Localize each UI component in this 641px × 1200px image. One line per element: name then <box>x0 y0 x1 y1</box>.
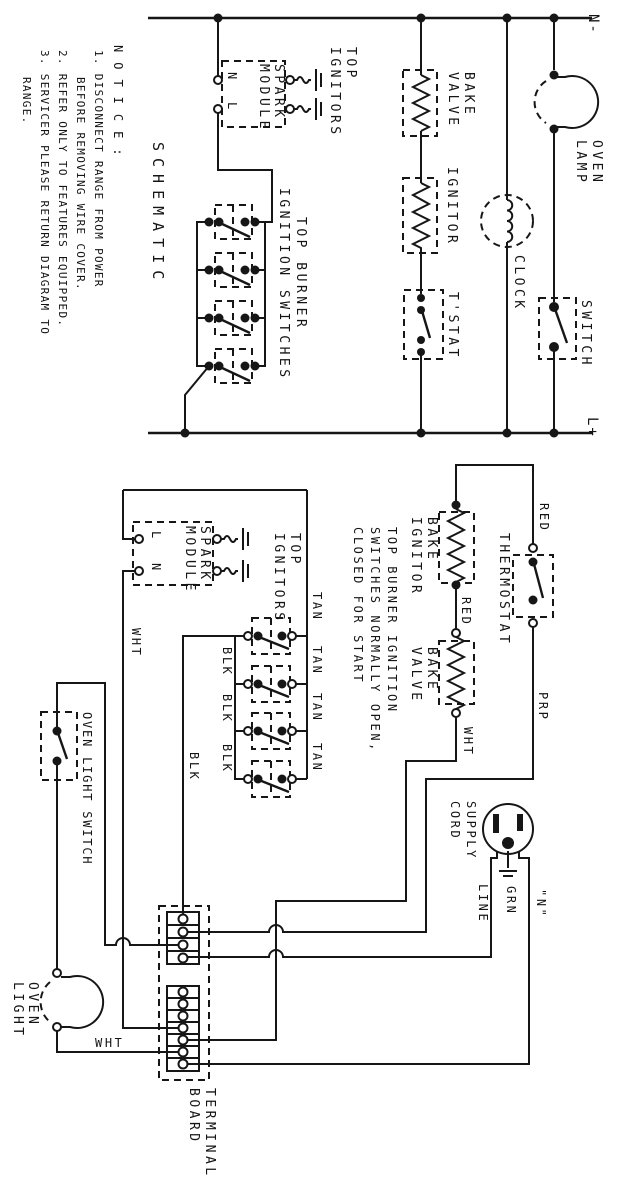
oven-lamp-label-2: LAMP <box>573 140 588 186</box>
bake-valve-box <box>403 70 437 136</box>
supply-cord-label-1: SUPPLY <box>464 801 478 860</box>
rail-junction <box>550 429 559 438</box>
right-bus <box>255 222 265 366</box>
schematic-bake-branch <box>403 22 443 429</box>
note-line-2: SWITCHES NORMALLY OPEN, <box>368 527 382 753</box>
top-ignitors-label-1: TOP <box>343 47 358 81</box>
wire-red-link <box>456 465 533 544</box>
switch-row <box>205 253 260 287</box>
switch-row <box>205 301 260 335</box>
top-ignitors-label-2: IGNITORS <box>327 47 342 138</box>
rail-junction <box>417 14 426 23</box>
tstat-blade <box>422 311 430 338</box>
oven-light-switch-blade <box>58 733 67 759</box>
wire-to-line-rail <box>185 366 209 429</box>
schematic-section <box>20 14 604 438</box>
bake-ignitor-element <box>448 509 464 582</box>
red-wire-label-1: RED <box>537 503 551 533</box>
wiring-oven-light-circuit <box>41 683 178 1052</box>
burner-switches-label-1: TOP BURNER <box>293 217 308 331</box>
top-ignitors-label-1: TOP <box>287 533 302 567</box>
plug-prong-right <box>517 814 523 831</box>
switch-row <box>244 666 296 702</box>
oven-light-label-2: LIGHT <box>10 982 25 1039</box>
burner-switches-label-2: IGNITION SWITCHES <box>276 188 291 381</box>
rail-junction <box>550 14 559 23</box>
blk-feed-label: BLK <box>187 752 201 782</box>
wiring-bake-string <box>439 465 553 717</box>
blk-wire-label-3: BLK <box>220 744 234 774</box>
neutral-rail-label: N- <box>585 14 601 35</box>
supply-cord-label-2: CORD <box>448 801 462 841</box>
prp-wire-label: PRP <box>536 692 550 722</box>
terminal-board-label-2: BOARD <box>186 1088 201 1145</box>
terminal-board-label-1: TERMINAL <box>202 1088 217 1179</box>
note-line-3: CLOSED FOR START <box>351 527 365 685</box>
thermostat-label: THERMOSTAT <box>496 533 511 647</box>
terminal-l-label: L <box>225 102 239 112</box>
tan-wire-label-4: TAN <box>310 743 324 773</box>
terminal-l-label: L <box>149 531 163 541</box>
bake-valve-label-2: VALVE <box>445 72 460 129</box>
left-bus <box>235 636 244 779</box>
terminal-l <box>214 105 222 113</box>
terminal-n <box>135 567 143 575</box>
notice-heading: NOTICE: <box>111 45 125 166</box>
clock-label: CLOCK <box>511 255 526 312</box>
tan-wire-label-1: TAN <box>310 592 324 622</box>
tan-wire-label-2: TAN <box>310 646 324 676</box>
rail-junction <box>503 429 512 438</box>
switch-row <box>244 713 296 749</box>
bake-valve-label-2: VALVE <box>408 647 423 704</box>
bake-valve-box <box>439 641 474 704</box>
ground-symbol <box>499 871 517 876</box>
ignitor-label: IGNITOR <box>444 167 459 247</box>
terminal-n-label: N <box>149 563 163 573</box>
bake-valve-element <box>413 75 429 131</box>
bake-valve-element <box>448 637 464 709</box>
terminal-n <box>214 76 222 84</box>
schematic-title: SCHEMATIC <box>149 142 167 287</box>
bake-ignitor-box <box>439 512 474 583</box>
wht-wire-label: WHT <box>129 628 143 658</box>
note-line-1: TOP BURNER IGNITION <box>385 527 399 714</box>
wht-valve-label: WHT <box>461 727 475 757</box>
switch-blade <box>555 309 567 343</box>
switch-row <box>205 205 260 239</box>
oven-lamp-label-1: OVEN <box>589 140 604 186</box>
rail-junction <box>417 429 426 438</box>
notice-line-5: RANGE. <box>20 77 33 125</box>
tstat-label: T'STAT <box>445 292 460 360</box>
plug-ground-prong <box>502 837 514 849</box>
switch-label: SWITCH <box>578 300 593 368</box>
oven-lamp-loop <box>554 76 598 128</box>
ignitor-element <box>413 183 429 250</box>
spark-module-label-2: MODULE <box>182 526 197 594</box>
wiring-section <box>10 465 553 1179</box>
clock-coil <box>507 200 512 242</box>
red-wire-label-2: RED <box>459 597 473 627</box>
spark-module-label-1: SPARK <box>197 526 212 583</box>
tan-wire-label-3: TAN <box>310 693 324 723</box>
wht-lamp-label: WHT <box>95 1036 125 1050</box>
notice-line-4: 3. SERVICER PLEASE RETURN DIAGRAM TO <box>38 50 51 336</box>
thermostat-blade <box>534 564 543 598</box>
bake-valve-label-1: BAKE <box>461 72 476 118</box>
oven-lamp-dashed <box>535 81 546 123</box>
oven-light-switch-box <box>41 712 77 780</box>
notice-line-3: 2. REFER ONLY TO FEATURES EQUIPPED. <box>56 50 69 328</box>
notice-line-2: BEFORE REMOVING WIRE COVER. <box>74 77 87 291</box>
bake-valve-label-1: BAKE <box>424 647 439 693</box>
line-wire-label: LINE <box>476 884 490 924</box>
oven-light-loop <box>61 976 103 1028</box>
blk-wire-label-2: BLK <box>220 694 234 724</box>
terminal-n-label: N <box>225 72 239 82</box>
spark-module-label-2: MODULE <box>256 64 271 132</box>
oven-light-dashed <box>41 982 50 1022</box>
rail-junction <box>181 429 190 438</box>
ignitor-symbol-2 <box>286 98 321 120</box>
top-ignitors-label-2: IGNITORS <box>271 533 286 624</box>
ignitor-symbol-1 <box>286 69 321 91</box>
switch-row <box>244 618 296 654</box>
rail-junction <box>214 14 223 23</box>
rail-junction <box>503 14 512 23</box>
switch-row <box>205 349 260 383</box>
bake-ignitor-label-1: BAKE <box>424 517 439 563</box>
terminal-l <box>135 535 143 543</box>
notice-line-1: 1. DISCONNECT RANGE FROM POWER <box>92 50 105 288</box>
oven-light-label-1: OVEN <box>25 982 40 1028</box>
line-rail-label: L+ <box>584 417 600 438</box>
plug-prong-left <box>493 814 499 833</box>
blk-wire-label-1: BLK <box>220 647 234 677</box>
grn-wire-label: GRN <box>504 886 518 916</box>
ignitor-symbol-1 <box>213 528 248 550</box>
left-bus <box>197 222 209 366</box>
schematic-burner-switches <box>185 205 265 429</box>
switch-row <box>244 761 296 797</box>
wire-line-supply <box>188 852 497 957</box>
spark-module-label-1: SPARK <box>271 64 286 121</box>
schematic-clock <box>481 22 533 429</box>
neutral-wire-label: "N" <box>534 889 548 919</box>
bake-ignitor-label-2: IGNITOR <box>408 517 423 597</box>
oven-light-switch-label: OVEN LIGHT SWITCH <box>80 712 94 866</box>
ignitor-symbol-2 <box>213 560 248 582</box>
